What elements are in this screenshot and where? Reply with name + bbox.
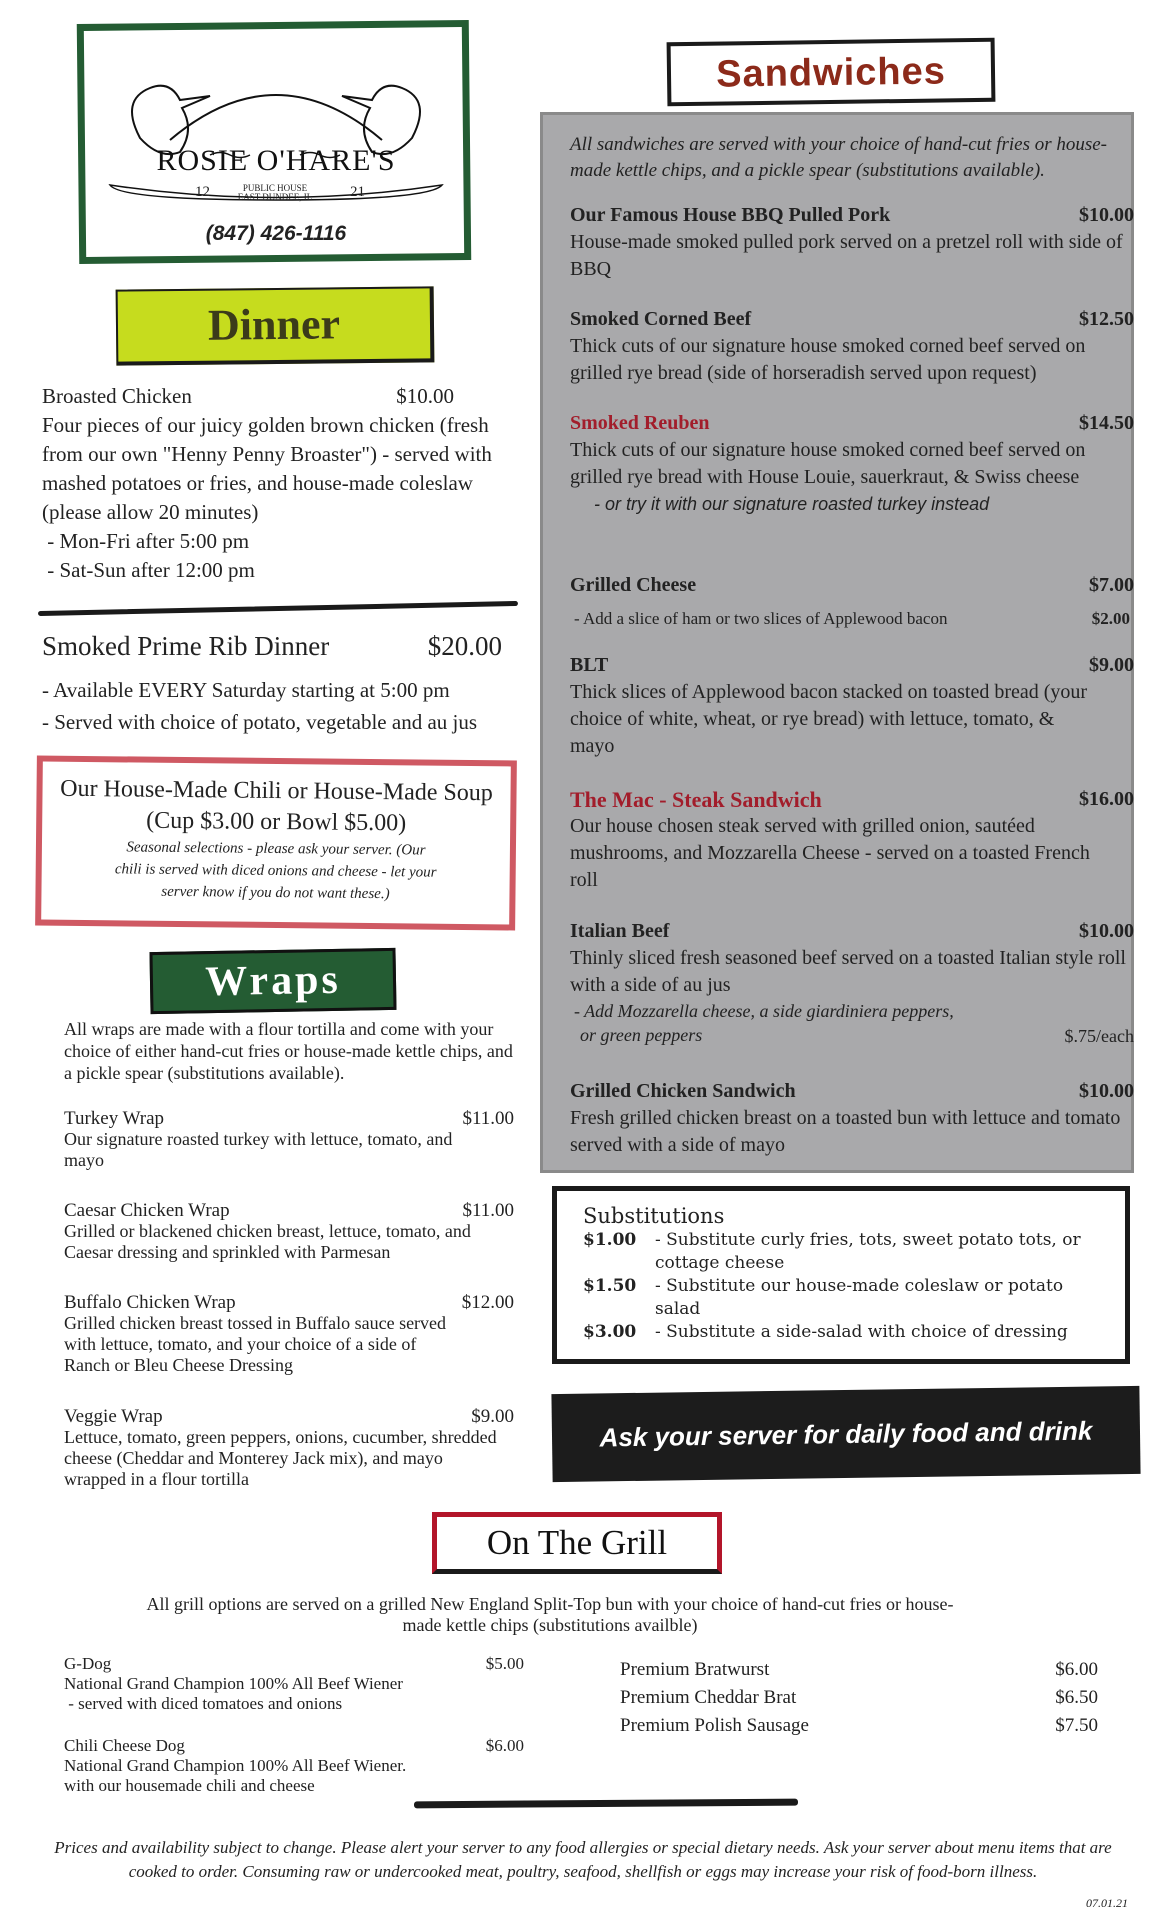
dish-description: Thick slices of Applewood bacon stacked on toasted bread (your choice of white, wheat, or rye bread) with lettuce, tomato, & mayo — [570, 681, 1088, 757]
sub-text: - Substitute a side-salad with choice of dressing — [655, 1322, 1068, 1342]
dish-price: $12.00 — [461, 1292, 514, 1313]
dish-name: Veggie Wrap — [64, 1406, 163, 1427]
dish-name: Premium Polish Sausage — [620, 1715, 809, 1736]
dish-name: Turkey Wrap — [64, 1108, 165, 1129]
grill-item — [64, 1654, 544, 1714]
dish-price: $10.00 — [1079, 1080, 1134, 1102]
dish-description: Thick cuts of our signature house smoked corned beef served on grilled rye bread (side of horseradish served upon request) — [570, 335, 1086, 384]
dish-price: $12.50 — [1079, 308, 1134, 330]
chili-prices: (Cup $3.00 or Bowl $5.00) — [146, 807, 407, 837]
dish-price: $5.00 — [485, 1654, 524, 1673]
footer-disclaimer: Prices and availability subject to change. Please alert your server to any food allergies or special dietary needs. Ask your server about menu items that are cooked to order. Consuming raw or undercooked meat, poultry, seafood, shellfish or eggs may increase your risk of food-born illness. — [54, 1838, 1112, 1881]
wrap-item — [64, 1200, 514, 1263]
phone-number: (847) 426-1116 — [205, 222, 347, 245]
dish-name: Our Famous House BBQ Pulled Pork — [570, 204, 891, 226]
dish-description: Our signature roasted turkey with lettuce, tomato, and mayo — [64, 1129, 453, 1170]
sub-price: $1.50 — [583, 1276, 637, 1296]
divider-line — [38, 601, 518, 616]
dish-name: Smoked Corned Beef — [570, 308, 752, 330]
wrap-item — [64, 1108, 514, 1171]
dish-description: Grilled chicken breast tossed in Buffalo sauce served with lettuce, tomato, and your choice of a side of Ranch or Bleu Cheese Dressing — [64, 1313, 447, 1375]
dish-name: Chili Cheese Dog — [64, 1736, 185, 1755]
dish-description: National Grand Champion 100% All Beef Wiener — [64, 1674, 403, 1693]
grill-item — [620, 1712, 1102, 1740]
note-line: - Served with choice of potato, vegetable and au jus — [42, 710, 478, 734]
dish-name: BLT — [570, 654, 609, 676]
dish-price: $10.00 — [1079, 920, 1134, 942]
dish-price: $6.00 — [485, 1736, 524, 1755]
wrap-item — [64, 1406, 514, 1490]
dish-price: $11.00 — [462, 1108, 514, 1129]
dish-price: $9.00 — [1089, 654, 1134, 676]
wraps-header: Wraps — [149, 948, 396, 1014]
dish-price: $7.50 — [1055, 1715, 1098, 1736]
grill-intro: All grill options are served on a grilled New England Split-Top bun with your choice of hand-cut fries or house-made kettle chips (substitutions availble) — [146, 1594, 954, 1635]
sub-text: - Substitute curly fries, tots, sweet potato tots, or cottage cheese — [655, 1230, 1081, 1273]
dish-price: $20.00 — [427, 631, 502, 661]
dish-price: $11.00 — [462, 1200, 514, 1221]
dish-name: Italian Beef — [570, 920, 670, 942]
sandwich-item — [570, 1078, 1134, 1159]
sub-text: - Substitute our house-made coleslaw or potato salad — [655, 1276, 1064, 1319]
time-line: - Mon-Fri after 5:00 pm — [42, 529, 250, 553]
dish-description: Fresh grilled chicken breast on a toasted bun with lettuce and tomato served with a side of mayo — [570, 1107, 1121, 1156]
broasted-chicken-item — [42, 382, 494, 585]
sandwich-item — [570, 572, 1134, 632]
sandwich-item — [570, 306, 1134, 387]
dish-name: Buffalo Chicken Wrap — [64, 1292, 236, 1313]
sandwich-item — [570, 918, 1134, 1050]
dish-price: $7.00 — [1089, 574, 1134, 596]
dish-description: Our house chosen steak served with grilled onion, sautéed mushrooms, and Mozzarella Cheese - served on a toasted French roll — [570, 815, 1090, 891]
grill-header: On The Grill — [432, 1512, 722, 1574]
dish-name: G-Dog — [64, 1654, 112, 1673]
dish-price: $10.00 — [1079, 204, 1134, 226]
time-line: - Sat-Sun after 12:00 pm — [42, 558, 255, 582]
grill-item — [64, 1736, 544, 1796]
chili-soup-box — [35, 755, 517, 930]
dish-description: Grilled or blackened chicken breast, lettuce, tomato, and Caesar dressing and sprinkled with Parmesan — [64, 1221, 471, 1262]
substitution-line — [583, 1275, 1125, 1321]
grill-item — [620, 1684, 1102, 1712]
substitution-line — [583, 1321, 1125, 1344]
dish-name: The Mac - Steak Sandwich — [570, 787, 822, 812]
dish-note: - or try it with our signature roasted turkey instead — [594, 494, 990, 514]
divider-line — [414, 1799, 798, 1809]
wrap-item — [64, 1292, 514, 1376]
addon-price: $2.00 — [1091, 609, 1130, 628]
dish-price: $10.00 — [396, 384, 454, 408]
specials-banner: Ask your server for daily food and drink specials. — [551, 1386, 1140, 1482]
dish-name: Premium Cheddar Brat — [620, 1687, 797, 1708]
dish-name: Smoked Prime Rib Dinner — [42, 631, 330, 661]
dinner-header: Dinner — [116, 286, 435, 365]
prime-rib-item — [42, 628, 502, 738]
dish-name: Grilled Chicken Sandwich — [570, 1080, 796, 1102]
grill-sausage-list — [620, 1656, 1102, 1740]
sandwich-item — [570, 202, 1134, 283]
chili-note: Seasonal selections - please ask your server. (Our chili is served with diced onions and cheese - let your server know if you do not want these.) — [114, 839, 437, 903]
dish-description: Lettuce, tomato, green peppers, onions, cucumber, shredded cheese (Cheddar and Monterey Jack mix), and mayo wrapped in a flour tortilla — [64, 1427, 497, 1489]
sandwich-item — [570, 410, 1134, 518]
addon-text: - Add Mozzarella cheese, a side giardiniera peppers, — [574, 1001, 954, 1021]
dish-description: Thick cuts of our signature house smoked corned beef served on grilled rye bread with House Louie, sauerkraut, & Swiss cheese — [570, 439, 1086, 488]
grill-item — [620, 1656, 1102, 1684]
substitutions-box — [552, 1186, 1130, 1364]
substitutions-title: Substitutions — [583, 1204, 725, 1228]
substitution-line — [583, 1229, 1125, 1275]
dish-name: Broasted Chicken — [42, 384, 192, 408]
note-line: - Available EVERY Saturday starting at 5:00 pm — [42, 678, 450, 702]
sub-price: $3.00 — [583, 1322, 637, 1342]
chili-title: Our House-Made Chili or House-Made Soup — [60, 775, 493, 807]
dish-name: Smoked Reuben — [570, 412, 710, 434]
sandwich-item — [570, 652, 1134, 760]
sandwich-item — [570, 786, 1134, 894]
addon-text: - Add a slice of ham or two slices of Applewood bacon — [574, 609, 948, 628]
dish-name: Grilled Cheese — [570, 574, 697, 596]
dish-name: Caesar Chicken Wrap — [64, 1200, 230, 1221]
logo-name: ROSIE O'HARE'S — [156, 144, 396, 177]
dish-description: Thinly sliced fresh seasoned beef served on a toasted Italian style roll with a side of au jus — [570, 947, 1126, 996]
sub-price: $1.00 — [583, 1230, 637, 1250]
logo-number-left: 12 — [195, 184, 210, 200]
dish-description: Four pieces of our juicy golden brown chicken (fresh from our own "Henny Penny Broaster") - served with mashed potatoes or fries, and house-made coleslaw (please allow 20 minutes) — [42, 413, 492, 524]
dish-price: $14.50 — [1079, 412, 1134, 434]
dish-description: National Grand Champion 100% All Beef Wiener. — [64, 1756, 407, 1775]
dish-description: - served with diced tomatoes and onions — [64, 1694, 343, 1713]
dish-description: House-made smoked pulled pork served on a pretzel roll with side of BBQ — [570, 231, 1123, 280]
wraps-intro: All wraps are made with a flour tortilla and come with your choice of either hand-cut fries or house-made kettle chips, and a pickle spear (substitutions available). — [64, 1019, 513, 1083]
dish-price: $9.00 — [471, 1406, 514, 1427]
dish-description: with our housemade chili and cheese — [64, 1776, 315, 1795]
date-code: 07.01.21 — [1086, 1896, 1128, 1910]
addon-text: or green peppers — [580, 1025, 703, 1045]
dish-price: $16.00 — [1079, 788, 1134, 810]
sandwiches-header: Sandwiches — [667, 38, 996, 107]
dish-price: $6.00 — [1055, 1659, 1098, 1680]
dish-price: $6.50 — [1055, 1687, 1098, 1708]
dish-name: Premium Bratwurst — [620, 1659, 770, 1680]
logo-subtitle: PUBLIC HOUSE EAST DUNDEE, IL — [237, 183, 313, 202]
sandwiches-intro: All sandwiches are served with your choice of hand-cut fries or house-made kettle chips, and a pickle spear (substitutions available). — [570, 134, 1108, 181]
logo-number-right: 21 — [350, 184, 365, 200]
addon-price: $.75/each — [1064, 1026, 1134, 1046]
